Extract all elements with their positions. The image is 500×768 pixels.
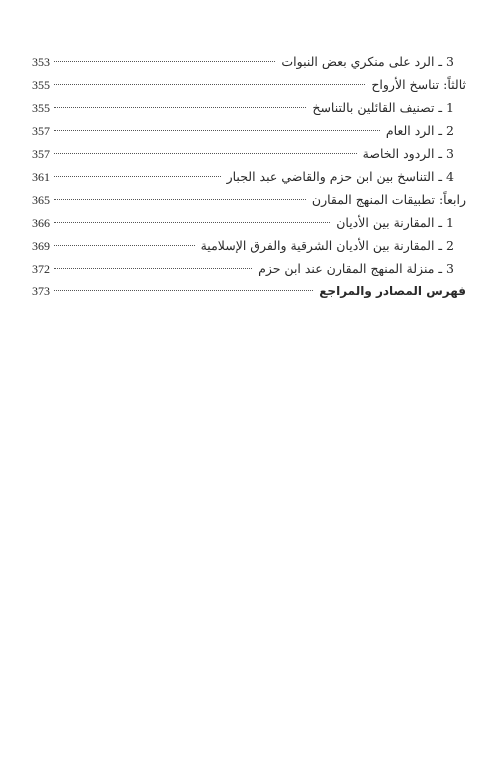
toc-entry [32, 73, 466, 96]
toc-entry-page: 355 [32, 78, 50, 92]
toc-entry-title: ثالثاً: تناسخ الأرواح [371, 77, 466, 92]
toc-entry [32, 234, 466, 257]
toc-entry-title: 4 ـ التناسخ بين ابن حزم والقاضي عبد الجبار [226, 169, 454, 184]
dot-leader [54, 199, 306, 200]
toc-entry [32, 188, 466, 211]
toc-entry [32, 165, 466, 188]
dot-leader [54, 268, 252, 269]
table-of-contents [32, 50, 466, 303]
toc-entry-page: 369 [32, 239, 50, 253]
toc-entry-page: 366 [32, 216, 50, 230]
dot-leader [54, 245, 195, 246]
toc-entry [32, 257, 466, 280]
toc-entry-title: 1 ـ تصنيف القائلين بالتناسخ [312, 100, 454, 115]
dot-leader [54, 130, 380, 131]
toc-entry-title: 2 ـ الرد العام [385, 123, 454, 138]
toc-entry [32, 142, 466, 165]
toc-entry-page: 373 [32, 284, 50, 298]
toc-entry-title: 3 ـ الرد على منكري بعض النبوات [281, 54, 454, 69]
dot-leader [54, 153, 357, 154]
toc-entry-title: 3 ـ منزلة المنهج المقارن عند ابن حزم [258, 261, 454, 276]
dot-leader [54, 176, 221, 177]
toc-entry-page: 353 [32, 55, 50, 69]
toc-entry [32, 96, 466, 119]
toc-entry-page: 365 [32, 193, 50, 207]
toc-entry [32, 211, 466, 234]
toc-entry-page: 357 [32, 124, 50, 138]
toc-entry-page: 372 [32, 262, 50, 276]
dot-leader [54, 61, 275, 62]
toc-entry [32, 119, 466, 142]
toc-entry-title: 1 ـ المقارنة بين الأديان [336, 215, 454, 230]
dot-leader [54, 222, 330, 223]
toc-entry-page: 361 [32, 170, 50, 184]
dot-leader [54, 107, 306, 108]
dot-leader [54, 84, 365, 85]
toc-entry [32, 50, 466, 73]
toc-entry-title: 3 ـ الردود الخاصة [362, 146, 454, 161]
toc-entry [32, 280, 466, 303]
toc-entry-title: رابعاً: تطبيقات المنهج المقارن [311, 192, 466, 207]
toc-entry-title: 2 ـ المقارنة بين الأديان الشرقية والفرق الإسلامية [200, 238, 454, 253]
dot-leader [54, 290, 313, 291]
toc-entry-page: 357 [32, 147, 50, 161]
toc-entry-page: 355 [32, 101, 50, 115]
toc-entry-title: فهرس المصادر والمراجع [319, 284, 466, 298]
